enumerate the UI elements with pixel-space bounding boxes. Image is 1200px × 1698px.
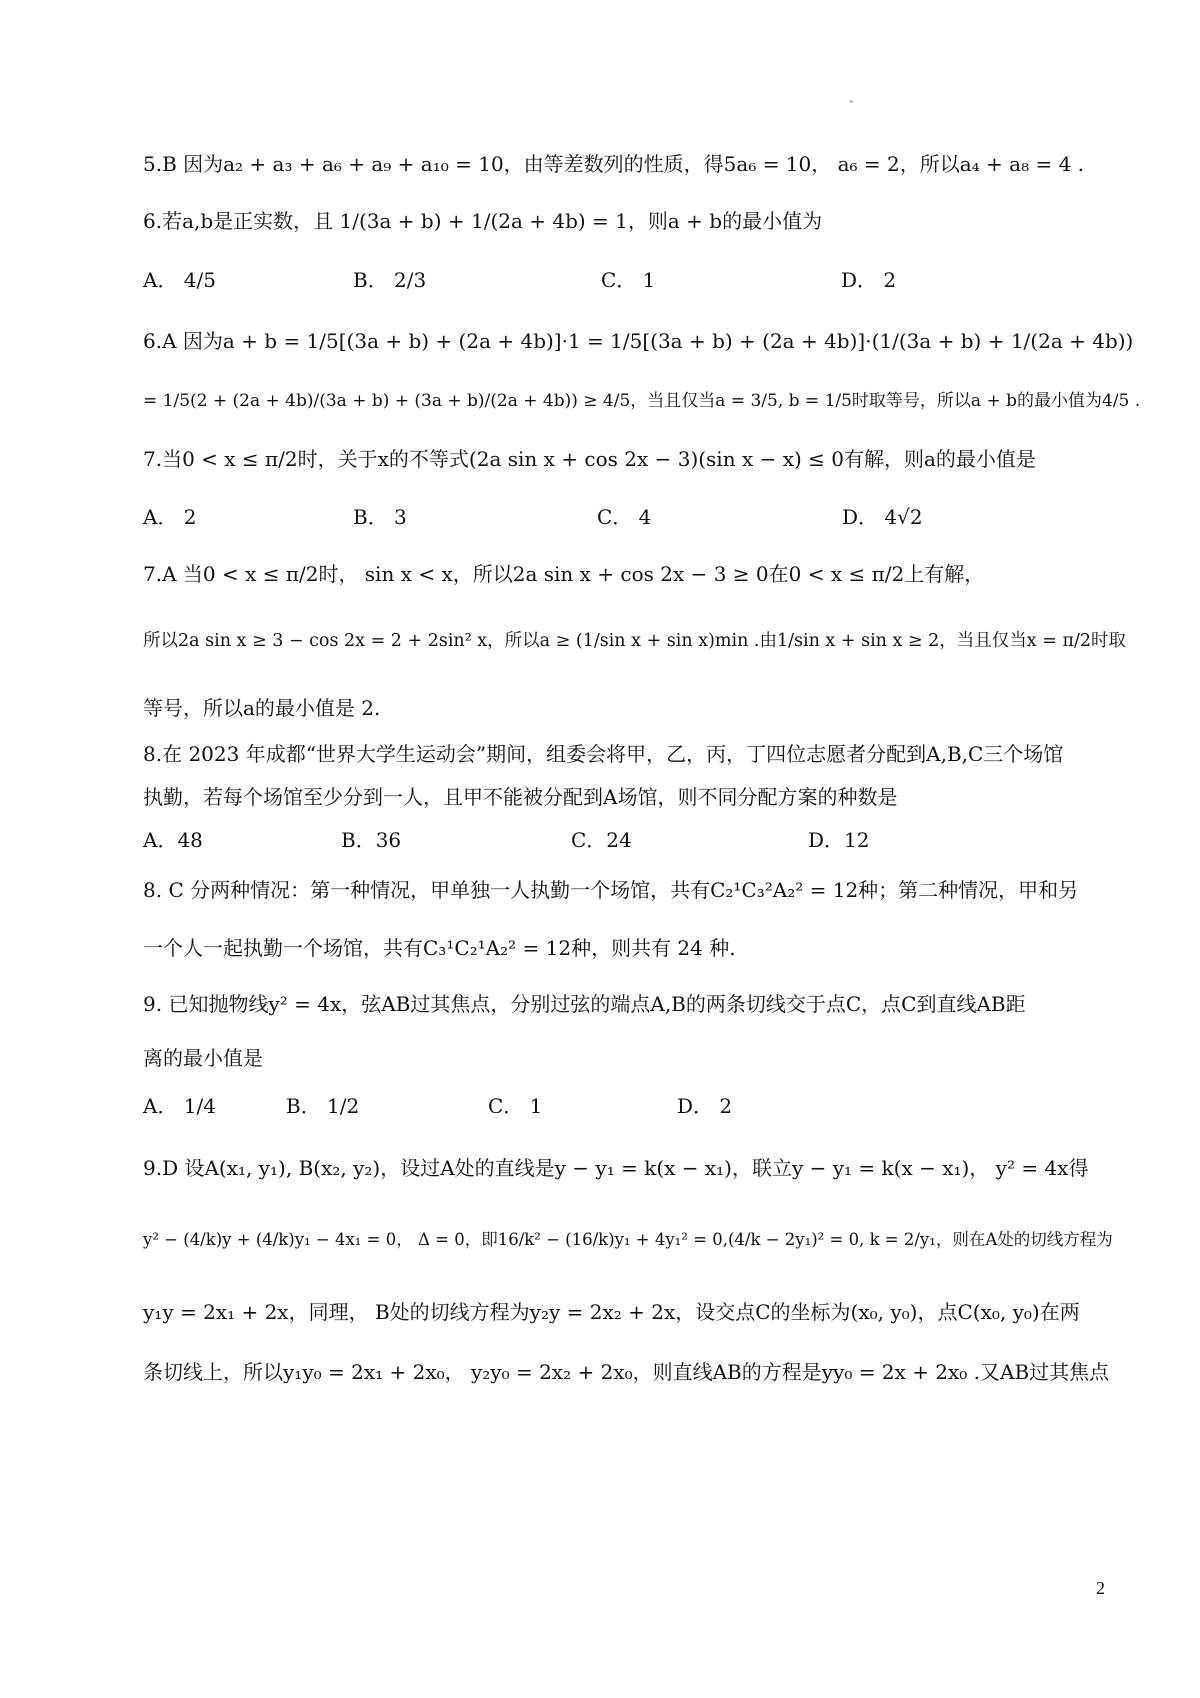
answer-7-line-2: 所以2a sin x ≥ 3 − cos 2x = 2 + 2sin² x，所以a ≥ (1/sin x + sin x)min .由1/sin x + sin x ≥ 2，当且仅当x = π/2时取 xyxy=(143,631,1126,651)
answer-7-line-3: 等号，所以a的最小值是 2. xyxy=(143,696,381,720)
question-8-options xyxy=(143,826,1073,866)
scan-speck xyxy=(850,100,853,103)
answer-8-line-2: 一个人一起执勤一个场馆，共有C₃¹C₂¹A₂² = 12种，则共有 24 种. xyxy=(143,936,736,960)
answer-9-line-3: y₁y = 2x₁ + 2x，同理， B处的切线方程为y₂y = 2x₂ + 2x，设交点C的坐标为(x₀, y₀)，点C(x₀, y₀)在两 xyxy=(143,1300,1080,1324)
question-9-stem-1: 9. 已知抛物线y² = 4x，弦AB过其焦点，分别过弦的端点A,B的两条切线交于点C，点C到直线AB距 xyxy=(143,992,1026,1016)
option-c: C． 4 xyxy=(597,505,652,529)
answer-9-line-1: 9.D 设A(x₁, y₁), B(x₂, y₂)，设过A处的直线是y − y₁ = k(x − x₁)，联立y − y₁ = k(x − x₁)， y² = 4x得 xyxy=(143,1156,1089,1180)
answer-6-line-1: 6.A 因为a + b = 1/5[(3a + b) + (2a + 4b)]·1 = 1/5[(3a + b) + (2a + 4b)]·(1/(3a + b) + 1/(2a + 4b)) xyxy=(143,329,1134,353)
page-number: 2 xyxy=(1096,1578,1105,1598)
option-a: A．48 xyxy=(143,828,203,852)
answer-9-line-2: y² − (4/k)y + (4/k)y₁ − 4x₁ = 0， Δ = 0，即16/k² − (16/k)y₁ + 4y₁² = 0,(4/k − 2y₁)² = 0, k = 2/y₁，则在A处的切线方程为 xyxy=(143,1230,1113,1249)
option-b: B． 1/2 xyxy=(286,1094,360,1118)
option-a: A． 4/5 xyxy=(143,268,216,292)
option-d: D． 4√2 xyxy=(842,505,923,529)
option-a: A． 2 xyxy=(143,505,197,529)
option-b: B．36 xyxy=(341,828,402,852)
option-c: C．24 xyxy=(571,828,632,852)
question-7-stem: 7.当0 < x ≤ π/2时，关于x的不等式(2a sin x + cos 2x − 3)(sin x − x) ≤ 0有解，则a的最小值是 xyxy=(143,447,1036,471)
option-b: B． 3 xyxy=(353,505,407,529)
question-7-options xyxy=(143,503,1073,543)
question-8-stem-1: 8.在 2023 年成都“世界大学生运动会”期间，组委会将甲，乙，丙，丁四位志愿者分配到A,B,C三个场馆 xyxy=(143,742,1064,766)
option-d: D． 2 xyxy=(677,1094,733,1118)
answer-5-line: 5.B 因为a₂ + a₃ + a₆ + a₉ + a₁₀ = 10，由等差数列的性质，得5a₆ = 10， a₆ = 2，所以a₄ + a₈ = 4 . xyxy=(143,152,1085,176)
answer-9-line-4: 条切线上，所以y₁y₀ = 2x₁ + 2x₀， y₂y₀ = 2x₂ + 2x₀，则直线AB的方程是yy₀ = 2x + 2x₀ .又AB过其焦点 xyxy=(143,1360,1110,1384)
question-8-stem-2: 执勤，若每个场馆至少分到一人，且甲不能被分配到A场馆，则不同分配方案的种数是 xyxy=(143,785,898,809)
option-d: D． 2 xyxy=(841,268,897,292)
option-d: D．12 xyxy=(808,828,870,852)
option-b: B． 2/3 xyxy=(353,268,427,292)
question-6-options xyxy=(143,266,1073,306)
question-9-stem-2: 离的最小值是 xyxy=(143,1046,263,1070)
answer-8-line-1: 8. C 分两种情况：第一种情况，甲单独一人执勤一个场馆，共有C₂¹C₃²A₂² = 12种；第二种情况，甲和另 xyxy=(143,878,1079,902)
option-c: C． 1 xyxy=(601,268,656,292)
question-6-stem: 6.若a,b是正实数，且 1/(3a + b) + 1/(2a + 4b) = 1，则a + b的最小值为 xyxy=(143,209,823,233)
answer-6-line-2: = 1/5(2 + (2a + 4b)/(3a + b) + (3a + b)/(2a + 4b)) ≥ 4/5，当且仅当a = 3/5, b = 1/5时取等号，所以a + b的最小值为4/5 . xyxy=(143,391,1141,411)
option-a: A． 1/4 xyxy=(143,1094,216,1118)
question-9-options xyxy=(143,1092,1073,1132)
option-c: C． 1 xyxy=(488,1094,543,1118)
answer-7-line-1: 7.A 当0 < x ≤ π/2时， sin x < x，所以2a sin x + cos 2x − 3 ≥ 0在0 < x ≤ π/2上有解， xyxy=(143,562,985,586)
